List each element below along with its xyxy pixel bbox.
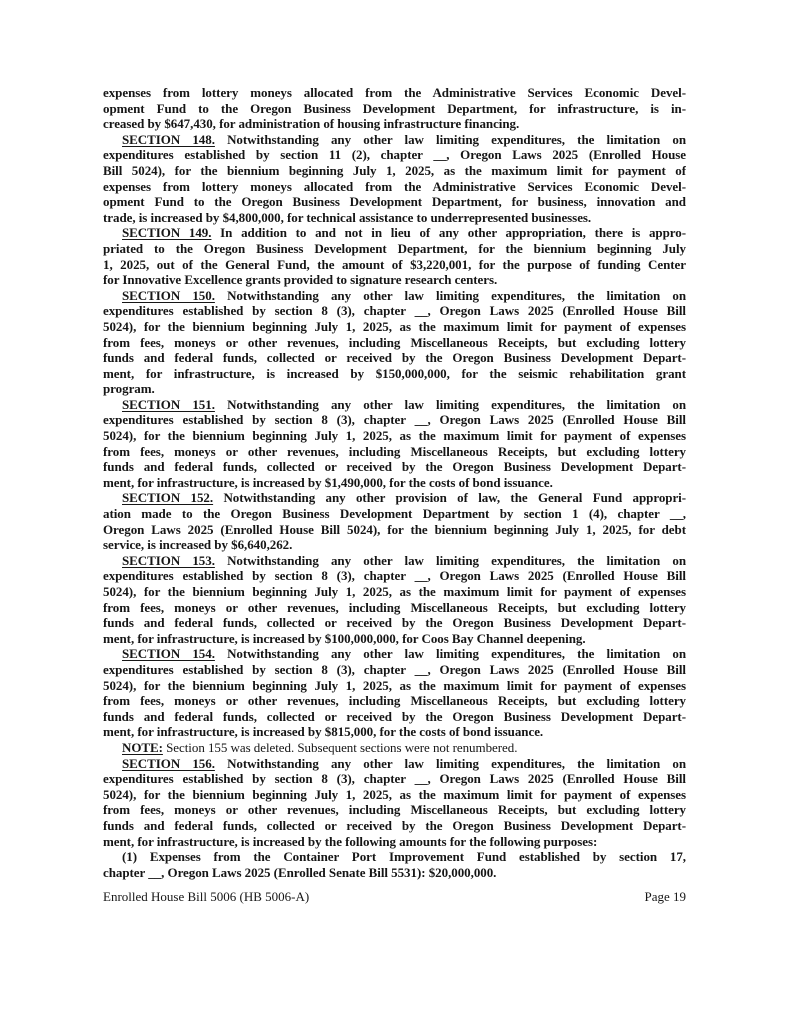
- section-heading: SECTION 156.: [122, 755, 215, 771]
- bill-paragraph: [103, 132, 686, 226]
- line-text: Notwithstanding any other law limiting expenditures, the limitation on: [214, 646, 686, 662]
- text-line: ment, for infrastructure, is increased by $815,000, for the costs of bond issuance.: [103, 724, 544, 740]
- bill-paragraph: [103, 85, 686, 132]
- text-line: for Innovative Excellence grants provided to signature research centers.: [103, 272, 498, 288]
- text-line: trade, is increased by $4,800,000, for technical assistance to underrepresented businesses.: [103, 209, 592, 225]
- text-line: creased by $647,430, for administration of housing infrastructure financing.: [103, 116, 520, 132]
- section-heading: SECTION 150.: [122, 287, 215, 303]
- text-line: [103, 225, 686, 241]
- text-line: [103, 740, 686, 756]
- text-line: opment Fund to the Oregon Business Development Department, for infrastructure, is in-: [103, 100, 686, 116]
- footer-bill-id: Enrolled House Bill 5006 (HB 5006-A): [103, 889, 310, 904]
- text-line: from fees, moneys or other revenues, including Miscellaneous Receipts, but excluding lottery: [103, 334, 686, 350]
- bill-paragraph: [103, 553, 686, 647]
- bill-paragraph: [103, 490, 686, 552]
- text-line: (1) Expenses from the Container Port Improvement Fund established by section 17,: [122, 849, 686, 865]
- section-heading: SECTION 153.: [122, 552, 215, 568]
- text-line: 5024), for the biennium beginning July 1, 2025, as the maximum limit for payment of expenses: [103, 584, 686, 599]
- line-text: Notwithstanding any other law limiting expenditures, the limitation on: [214, 552, 686, 568]
- text-line: from fees, moneys or other revenues, including Miscellaneous Receipts, but excluding lottery: [103, 443, 686, 459]
- line-text: In addition to and not in lieu of any other appropriation, there is appro-: [211, 225, 686, 241]
- footer-page-number: Page 19: [644, 889, 686, 904]
- text-line: 5024), for the biennium beginning July 1, 2025, as the maximum limit for payment of expenses: [103, 786, 686, 802]
- section-heading: SECTION 154.: [122, 646, 215, 662]
- text-line: [103, 288, 686, 304]
- section-heading: SECTION 152.: [122, 490, 214, 506]
- text-line: Oregon Laws 2025 (Enrolled House Bill 5024), for the biennium beginning July 1, 2025, for debt: [103, 521, 686, 537]
- text-line: ment, for infrastructure, is increased by $100,000,000, for Coos Bay Channel deepening.: [103, 630, 586, 646]
- text-line: [103, 553, 686, 569]
- text-line: [103, 132, 686, 148]
- text-line: funds and federal funds, collected or received by the Oregon Business Development Depart-: [103, 615, 686, 631]
- page-footer: [103, 889, 686, 905]
- bill-paragraph: [103, 225, 686, 287]
- text-line: expenditures established by section 8 (3), chapter __, Oregon Laws 2025 (Enrolled House Bill: [103, 412, 686, 428]
- line-text: Section 155 was deleted. Subsequent sections were not renumbered.: [162, 739, 518, 755]
- line-text: Notwithstanding any other law limiting expenditures, the limitation on: [214, 131, 686, 147]
- bill-paragraph: [103, 849, 686, 880]
- note-label: NOTE:: [122, 739, 163, 755]
- bill-paragraph: [103, 288, 686, 397]
- line-text: Notwithstanding any other provision of law, the General Fund appropri-: [213, 490, 686, 506]
- text-line: priated to the Oregon Business Development Department, for the biennium beginning July: [103, 240, 686, 256]
- text-line: expenses from lottery moneys allocated from the Administrative Services Economic Devel-: [103, 178, 686, 194]
- section-heading: SECTION 151.: [122, 396, 215, 412]
- text-line: 5024), for the biennium beginning July 1, 2025, as the maximum limit for payment of expenses: [103, 428, 686, 444]
- text-line: from fees, moneys or other revenues, including Miscellaneous Receipts, but excluding lottery: [103, 802, 686, 818]
- text-line: [103, 397, 686, 413]
- section-heading: SECTION 149.: [122, 225, 212, 241]
- text-line: 1, 2025, out of the General Fund, the amount of $3,220,001, for the purpose of funding Center: [103, 256, 686, 272]
- text-line: funds and federal funds, collected or received by the Oregon Business Development Depart-: [103, 459, 686, 475]
- line-text: Notwithstanding any other law limiting expenditures, the limitation on: [214, 396, 686, 412]
- bill-paragraph: [103, 397, 686, 491]
- text-line: funds and federal funds, collected or received by the Oregon Business Development Depart-: [103, 350, 686, 366]
- text-line: ment, for infrastructure, is increased by $1,490,000, for the costs of bond issuance.: [103, 474, 553, 490]
- line-text: Notwithstanding any other law limiting expenditures, the limitation on: [214, 755, 686, 771]
- text-line: program.: [103, 381, 155, 397]
- text-line: ment, for infrastructure, is increased by $150,000,000, for the seismic rehabilitation grant: [103, 365, 686, 381]
- text-line: funds and federal funds, collected or received by the Oregon Business Development Depart-: [103, 708, 686, 724]
- text-line: Bill 5024), for the biennium beginning July 1, 2025, as the maximum limit for payment of: [103, 162, 686, 178]
- text-line: [103, 756, 686, 772]
- text-line: expenditures established by section 8 (3), chapter __, Oregon Laws 2025 (Enrolled House Bill: [103, 303, 686, 319]
- text-line: expenditures established by section 8 (3), chapter __, Oregon Laws 2025 (Enrolled House Bill: [103, 568, 686, 584]
- text-line: expenditures established by section 8 (3), chapter __, Oregon Laws 2025 (Enrolled House Bill: [103, 771, 686, 787]
- bill-paragraph: [103, 646, 686, 740]
- text-line: ation made to the Oregon Business Development Department by section 1 (4), chapter __,: [103, 506, 686, 522]
- text-line: from fees, moneys or other revenues, including Miscellaneous Receipts, but excluding lottery: [103, 693, 686, 709]
- text-line: from fees, moneys or other revenues, including Miscellaneous Receipts, but excluding lottery: [103, 599, 686, 615]
- text-line: 5024), for the biennium beginning July 1, 2025, as the maximum limit for payment of expenses: [103, 318, 686, 334]
- text-line: [103, 490, 686, 506]
- text-line: expenses from lottery moneys allocated from the Administrative Services Economic Devel-: [103, 85, 686, 100]
- text-line: [103, 646, 686, 662]
- text-line: opment Fund to the Oregon Business Development Department, for business, innovation and: [103, 194, 686, 210]
- text-line: 5024), for the biennium beginning July 1, 2025, as the maximum limit for payment of expenses: [103, 677, 686, 693]
- text-line: service, is increased by $6,640,262.: [103, 537, 293, 553]
- bill-text: [103, 85, 686, 880]
- bill-paragraph: [103, 740, 686, 756]
- bill-paragraph: [103, 756, 686, 850]
- text-line: ment, for infrastructure, is increased by the following amounts for the following purposes:: [103, 833, 598, 849]
- text-line: expenditures established by section 8 (3), chapter __, Oregon Laws 2025 (Enrolled House Bill: [103, 661, 686, 677]
- text-line: expenditures established by section 11 (2), chapter __, Oregon Laws 2025 (Enrolled House: [103, 147, 686, 163]
- text-line: chapter __, Oregon Laws 2025 (Enrolled Senate Bill 5531): $20,000,000.: [103, 864, 497, 880]
- section-heading: SECTION 148.: [122, 131, 215, 147]
- text-line: funds and federal funds, collected or received by the Oregon Business Development Depart-: [103, 817, 686, 833]
- line-text: Notwithstanding any other law limiting expenditures, the limitation on: [214, 287, 686, 303]
